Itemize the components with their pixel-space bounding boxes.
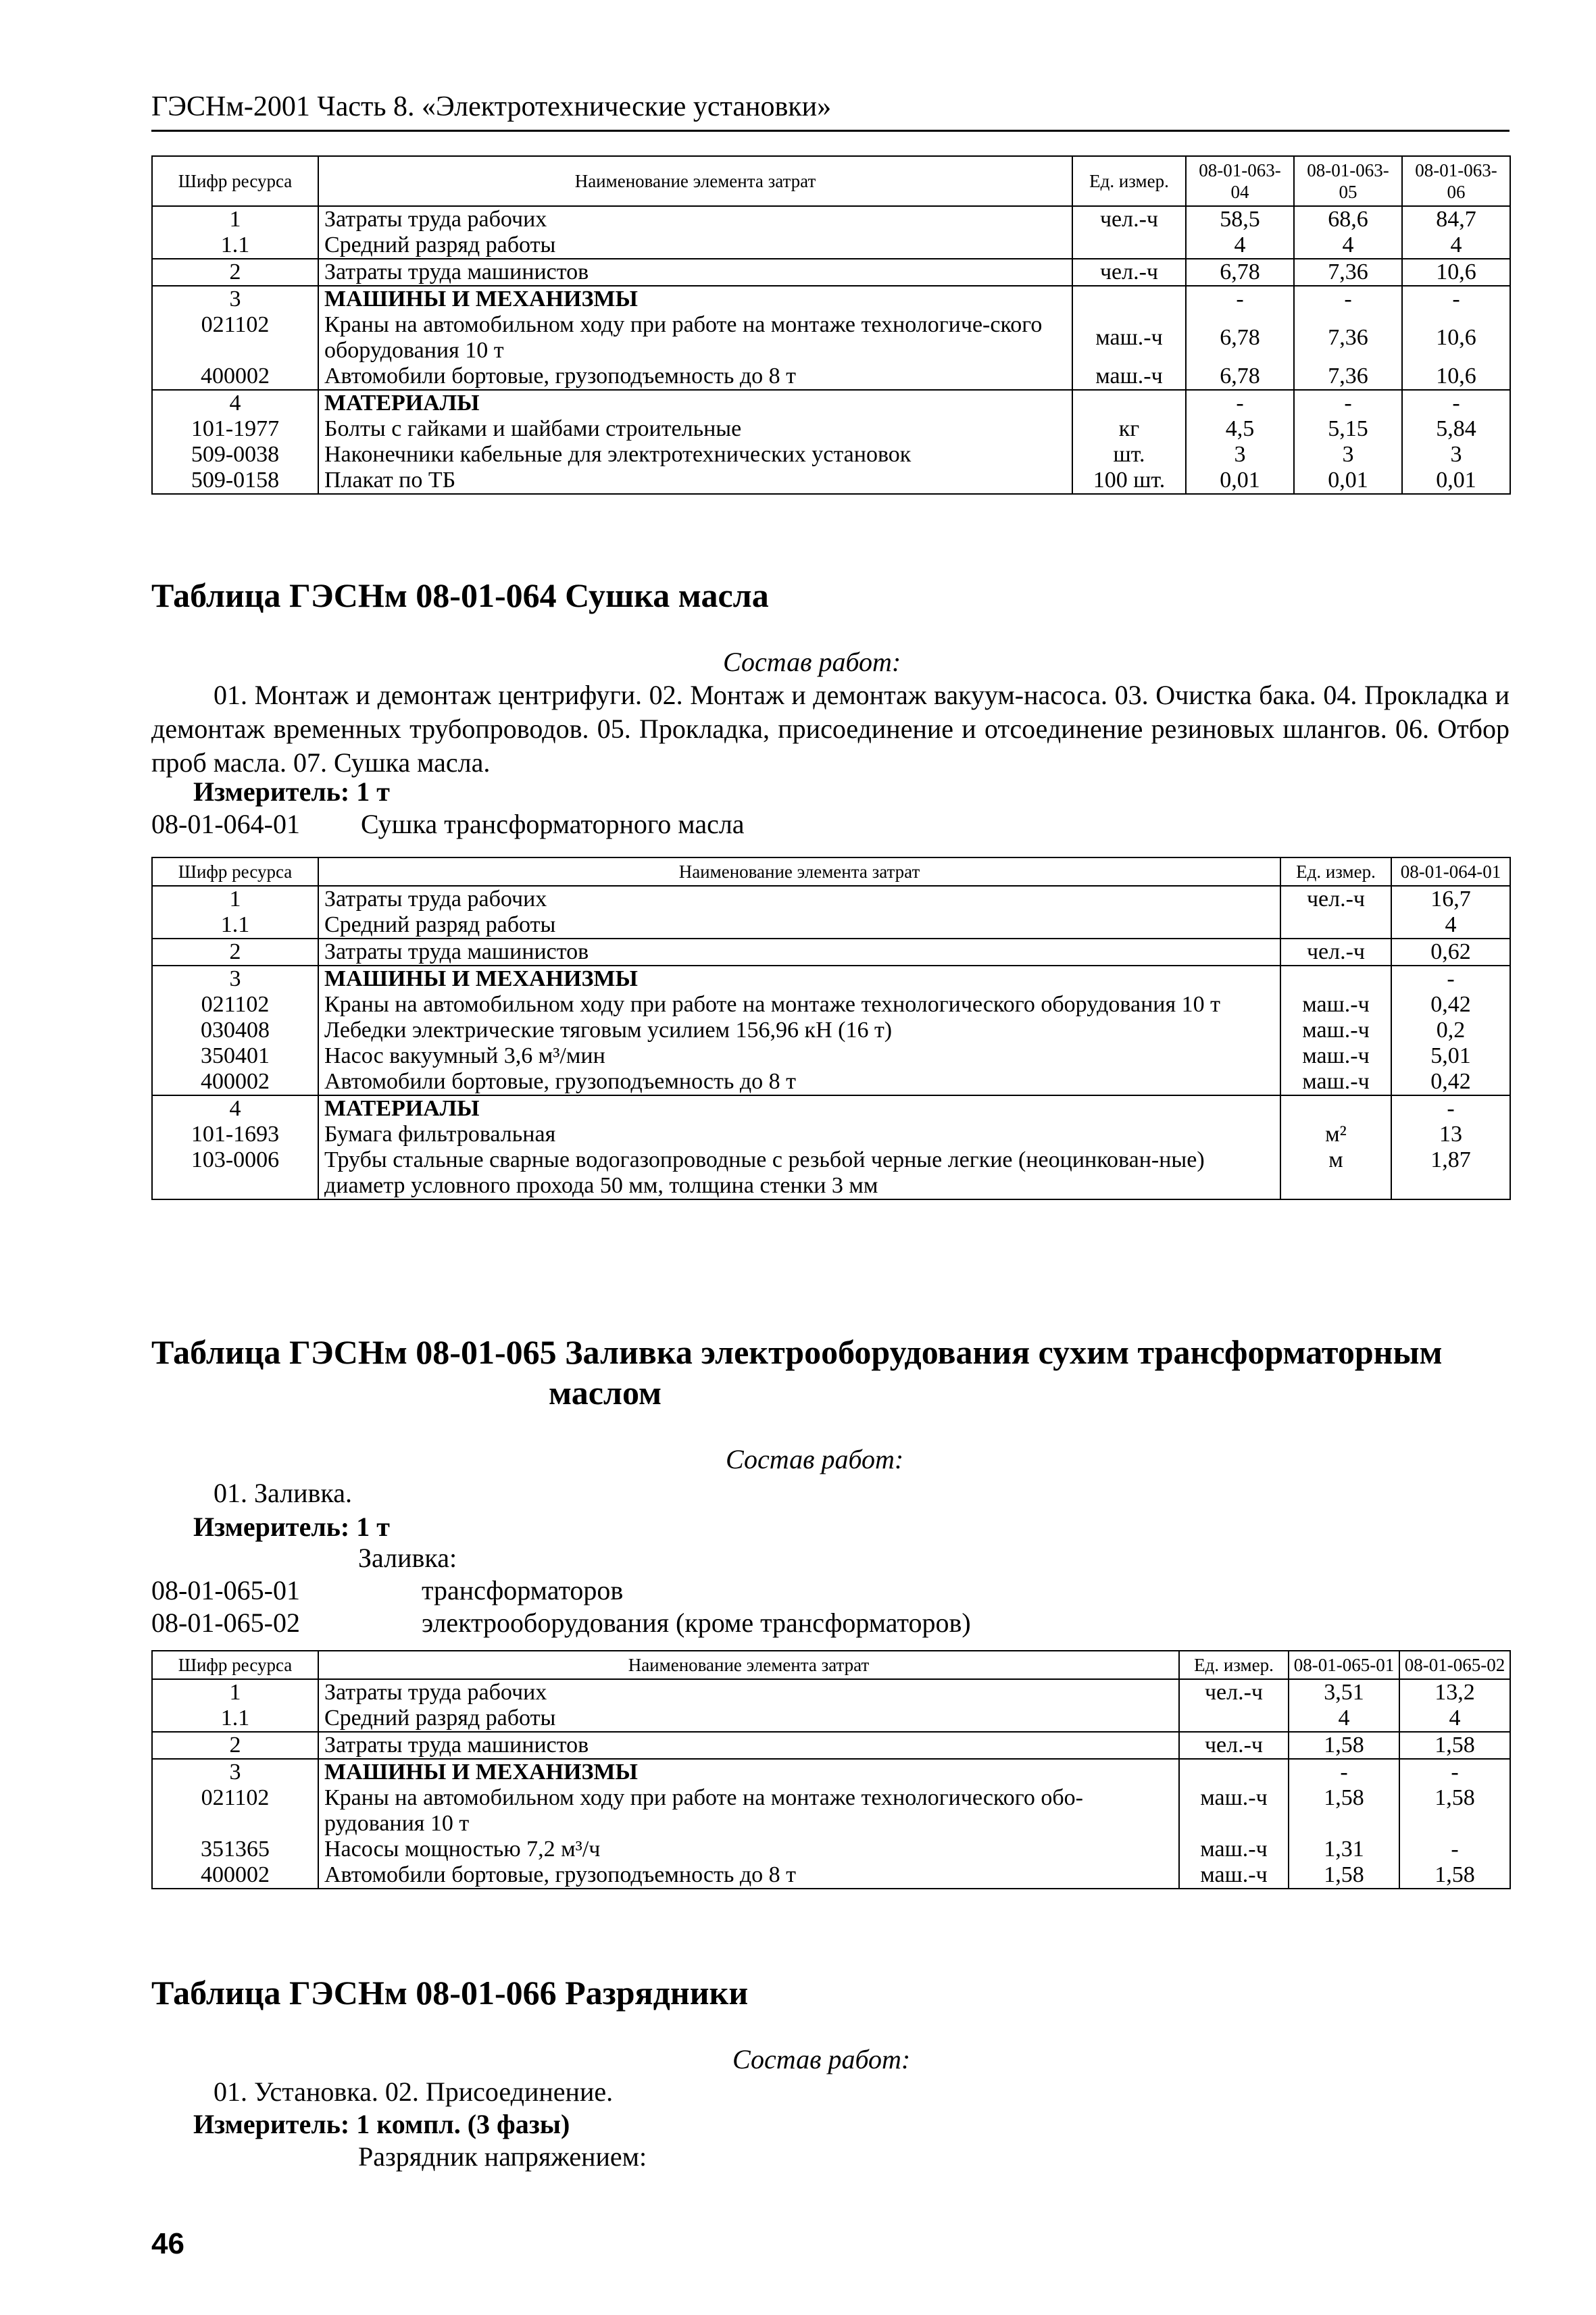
resource-unit [1179, 1706, 1289, 1732]
table-row [152, 886, 1510, 912]
resource-value: 58,5 [1186, 206, 1294, 232]
meter-value: 1 компл. (3 фазы) [356, 2109, 570, 2139]
item-code: 08-01-064-01 [151, 809, 300, 839]
composition-text: 01. Установка. 02. Присоединение. [214, 2076, 614, 2107]
resource-unit [1280, 966, 1391, 992]
resource-code: 1.1 [152, 912, 318, 939]
resource-unit: маш.-ч [1072, 364, 1186, 390]
resource-code: 021102 [152, 992, 318, 1018]
meter-label: Измеритель: [193, 1512, 350, 1542]
resource-value: 68,6 [1294, 206, 1402, 232]
resource-code: 351365 [152, 1837, 318, 1862]
table-row [152, 1122, 1510, 1147]
resource-code: 101-1977 [152, 416, 318, 442]
resource-group-name: МАТЕРИАЛЫ [318, 390, 1072, 416]
resource-unit [1280, 912, 1391, 939]
resource-unit: маш.-ч [1179, 1837, 1289, 1862]
header-col: 08-01-063-05 [1294, 156, 1402, 206]
resource-code: 101-1693 [152, 1122, 318, 1147]
resource-name: Болты с гайками и шайбами строительные [318, 416, 1072, 442]
resource-code: 4 [152, 390, 318, 416]
resource-name: Затраты труда машинистов [318, 1732, 1179, 1759]
resource-unit [1280, 1095, 1391, 1122]
resource-value: 1,58 [1289, 1732, 1399, 1759]
resource-value: 0,62 [1391, 939, 1510, 966]
resource-group-name: МАШИНЫ И МЕХАНИЗМЫ [318, 966, 1280, 992]
resource-code: 021102 [152, 312, 318, 364]
table-title-064: Таблица ГЭСНм 08-01-064 Сушка масла [151, 576, 769, 614]
table-row [152, 390, 1510, 416]
table-row [152, 364, 1510, 390]
table-row [152, 1785, 1510, 1837]
table-row [152, 1706, 1510, 1732]
resource-code: 1.1 [152, 1706, 318, 1732]
composition-label: Состав работ: [732, 2044, 911, 2074]
resource-code: 1 [152, 206, 318, 232]
resource-name: Трубы стальные сварные водогазопроводные с резьбой черные легкие (неоцинкован-ные) диаметр условного прохода 50 мм, толщина стенки 3 мм [318, 1147, 1280, 1199]
item-line [151, 808, 745, 840]
resource-value: - [1186, 286, 1294, 312]
composition-label: Состав работ: [726, 1444, 904, 1474]
header-col: 08-01-065-02 [1399, 1651, 1510, 1679]
resource-value: 0,2 [1391, 1018, 1510, 1043]
resource-code: 103-0006 [152, 1147, 318, 1199]
resource-unit: чел.-ч [1280, 939, 1391, 966]
resource-value: 0,01 [1402, 468, 1510, 494]
resource-code: 1 [152, 1679, 318, 1706]
resource-value: 0,42 [1391, 992, 1510, 1018]
resource-code: 2 [152, 259, 318, 286]
resource-value: 1,58 [1399, 1732, 1510, 1759]
resource-unit [1179, 1759, 1289, 1785]
table-row [152, 1837, 1510, 1862]
resource-code: 1.1 [152, 232, 318, 259]
header-name: Наименование элемента затрат [318, 857, 1280, 886]
header-col: 08-01-063-04 [1186, 156, 1294, 206]
resource-value: 1,87 [1391, 1147, 1510, 1199]
meter-value: 1 т [356, 776, 390, 807]
item-code: 08-01-065-02 [151, 1608, 300, 1638]
resource-value: 10,6 [1402, 364, 1510, 390]
resource-unit: м² [1280, 1122, 1391, 1147]
resource-unit: 100 шт. [1072, 468, 1186, 494]
resource-unit: шт. [1072, 442, 1186, 468]
resource-unit: маш.-ч [1280, 1043, 1391, 1069]
item-name: Сушка трансформаторного масла [361, 809, 745, 839]
table-row [152, 966, 1510, 992]
resource-name: Средний разряд работы [318, 912, 1280, 939]
meter-line [193, 1511, 390, 1543]
resource-unit: кг [1072, 416, 1186, 442]
resource-name: Краны на автомобильном ходу при работе на монтаже технологического оборудования 10 т [318, 992, 1280, 1018]
resource-table-065 [151, 1650, 1511, 1889]
resource-table-064 [151, 857, 1511, 1200]
resource-group-name: МАТЕРИАЛЫ [318, 1095, 1280, 1122]
resource-value: 0,01 [1294, 468, 1402, 494]
resource-name: Автомобили бортовые, грузоподъемность до 8 т [318, 1069, 1280, 1095]
table-title-065: Таблица ГЭСНм 08-01-065 Заливка электрооборудования сухим трансформаторным [151, 1333, 1443, 1371]
table-row [152, 1043, 1510, 1069]
table-row [152, 1732, 1510, 1759]
resource-code: 400002 [152, 364, 318, 390]
resource-value: 3 [1402, 442, 1510, 468]
resource-unit: чел.-ч [1072, 259, 1186, 286]
resource-value: 0,42 [1391, 1069, 1510, 1095]
resource-name: Насос вакуумный 3,6 м³/мин [318, 1043, 1280, 1069]
resource-unit: маш.-ч [1280, 1069, 1391, 1095]
resource-code: 400002 [152, 1069, 318, 1095]
resource-unit: маш.-ч [1280, 992, 1391, 1018]
resource-unit: чел.-ч [1072, 206, 1186, 232]
header-unit: Ед. измер. [1179, 1651, 1289, 1679]
resource-code: 400002 [152, 1862, 318, 1889]
table-row [152, 1679, 1510, 1706]
header-col: 08-01-065-01 [1289, 1651, 1399, 1679]
resource-value: - [1186, 390, 1294, 416]
resource-name: Плакат по ТБ [318, 468, 1072, 494]
resource-unit: чел.-ч [1179, 1732, 1289, 1759]
resource-value: 13,2 [1399, 1679, 1510, 1706]
resource-value: 6,78 [1186, 259, 1294, 286]
resource-value: - [1391, 966, 1510, 992]
resource-group-name: МАШИНЫ И МЕХАНИЗМЫ [318, 1759, 1179, 1785]
resource-name: Краны на автомобильном ходу при работе на монтаже технологического обо-рудования 10 т [318, 1785, 1179, 1837]
resource-value: 3 [1294, 442, 1402, 468]
resource-value: 10,6 [1402, 312, 1510, 364]
resource-value: 4 [1294, 232, 1402, 259]
resource-name: Средний разряд работы [318, 232, 1072, 259]
resource-unit [1072, 286, 1186, 312]
resource-value: 3,51 [1289, 1679, 1399, 1706]
resource-table-063 [151, 155, 1511, 495]
resource-name: Насосы мощностью 7,2 м³/ч [318, 1837, 1179, 1862]
resource-value: 3 [1186, 442, 1294, 468]
table-title-066: Таблица ГЭСНм 08-01-066 Разрядники [151, 1974, 749, 2012]
resource-value: - [1399, 1759, 1510, 1785]
resource-name: Затраты труда машинистов [318, 259, 1072, 286]
resource-name: Затраты труда рабочих [318, 206, 1072, 232]
resource-value: 5,15 [1294, 416, 1402, 442]
header-code: Шифр ресурса [152, 156, 318, 206]
resource-unit [1072, 232, 1186, 259]
running-header: ГЭСНм-2001 Часть 8. «Электротехнические установки» [151, 91, 1510, 132]
resource-value: 10,6 [1402, 259, 1510, 286]
meter-line [193, 2108, 570, 2140]
table-row [152, 416, 1510, 442]
resource-name: Лебедки электрические тяговым усилием 156,96 кН (16 т) [318, 1018, 1280, 1043]
resource-value: 4 [1399, 1706, 1510, 1732]
resource-name: Краны на автомобильном ходу при работе на монтаже технологиче-ского оборудования 10 т [318, 312, 1072, 364]
resource-name: Затраты труда рабочих [318, 886, 1280, 912]
resource-value: 1,31 [1289, 1837, 1399, 1862]
resource-value: - [1402, 286, 1510, 312]
table-row [152, 912, 1510, 939]
resource-code: 3 [152, 1759, 318, 1785]
resource-value: 5,84 [1402, 416, 1510, 442]
resource-value: 84,7 [1402, 206, 1510, 232]
table-row [152, 1069, 1510, 1095]
meter-label: Измеритель: [193, 776, 350, 807]
table-title-065-line2: маслом [549, 1374, 662, 1412]
table-row [152, 939, 1510, 966]
table-row [152, 286, 1510, 312]
resource-code: 3 [152, 966, 318, 992]
resource-value: 7,36 [1294, 364, 1402, 390]
resource-value: 4 [1289, 1706, 1399, 1732]
resource-unit [1072, 390, 1186, 416]
resource-value: 4 [1391, 912, 1510, 939]
resource-value: 5,01 [1391, 1043, 1510, 1069]
resource-code: 509-0038 [152, 442, 318, 468]
resource-code: 350401 [152, 1043, 318, 1069]
table-row [152, 1147, 1510, 1199]
resource-value: - [1402, 390, 1510, 416]
header-col: 08-01-063-06 [1402, 156, 1510, 206]
resource-name: Средний разряд работы [318, 1706, 1179, 1732]
group-label: Заливка: [358, 1543, 457, 1573]
page-number: 46 [151, 2227, 184, 2260]
resource-value: - [1399, 1837, 1510, 1862]
resource-name: Затраты труда машинистов [318, 939, 1280, 966]
item-line [151, 1607, 971, 1639]
resource-unit: маш.-ч [1179, 1785, 1289, 1837]
table-row [152, 992, 1510, 1018]
resource-value: 1,58 [1399, 1785, 1510, 1837]
table-row [152, 259, 1510, 286]
resource-value: 1,58 [1289, 1785, 1399, 1837]
resource-name: Наконечники кабельные для электротехнических установок [318, 442, 1072, 468]
table-row [152, 232, 1510, 259]
resource-code: 2 [152, 939, 318, 966]
resource-value: 4 [1186, 232, 1294, 259]
meter-label: Измеритель: [193, 2109, 350, 2139]
resource-value: 1,58 [1399, 1862, 1510, 1889]
resource-value: - [1294, 286, 1402, 312]
table-header-row [152, 156, 1510, 206]
item-line [151, 1574, 623, 1606]
resource-value: 13 [1391, 1122, 1510, 1147]
table-row [152, 1095, 1510, 1122]
table-row [152, 1862, 1510, 1889]
table-header-row [152, 1651, 1510, 1679]
composition-text: 01. Монтаж и демонтаж центрифуги. 02. Монтаж и демонтаж вакуум-насоса. 03. Очистка бака. 04. Прокладка и демонтаж временных трубопроводов. 05. Прокладка, присоединение и отсоединение резиновых шлангов. 06. Отбор проб масла. 07. Сушка масла. [151, 680, 1510, 778]
table-row [152, 1759, 1510, 1785]
item-name: электрооборудования (кроме трансформаторов) [422, 1608, 971, 1638]
item-code: 08-01-065-01 [151, 1575, 300, 1605]
header-code: Шифр ресурса [152, 1651, 318, 1679]
resource-code: 4 [152, 1095, 318, 1122]
group-label: Разрядник напряжением: [358, 2141, 647, 2172]
resource-code: 021102 [152, 1785, 318, 1837]
resource-code: 509-0158 [152, 468, 318, 494]
table-row [152, 442, 1510, 468]
header-col: 08-01-064-01 [1391, 857, 1510, 886]
resource-name: Затраты труда рабочих [318, 1679, 1179, 1706]
resource-name: Автомобили бортовые, грузоподъемность до 8 т [318, 364, 1072, 390]
header-unit: Ед. измер. [1072, 156, 1186, 206]
header-name: Наименование элемента затрат [318, 156, 1072, 206]
table-row [152, 468, 1510, 494]
resource-value: - [1391, 1095, 1510, 1122]
resource-value: 7,36 [1294, 312, 1402, 364]
resource-value: 6,78 [1186, 364, 1294, 390]
table-row [152, 206, 1510, 232]
resource-group-name: МАШИНЫ И МЕХАНИЗМЫ [318, 286, 1072, 312]
resource-unit: м [1280, 1147, 1391, 1199]
resource-value: 4 [1402, 232, 1510, 259]
meter-value: 1 т [356, 1512, 390, 1542]
resource-name: Автомобили бортовые, грузоподъемность до 8 т [318, 1862, 1179, 1889]
resource-unit: маш.-ч [1179, 1862, 1289, 1889]
composition-text: 01. Заливка. [214, 1478, 352, 1508]
resource-value: - [1289, 1759, 1399, 1785]
resource-value: 6,78 [1186, 312, 1294, 364]
resource-value: - [1294, 390, 1402, 416]
composition-label: Состав работ: [723, 647, 901, 677]
meter-line [193, 776, 390, 807]
resource-unit: чел.-ч [1280, 886, 1391, 912]
resource-code: 3 [152, 286, 318, 312]
resource-value: 7,36 [1294, 259, 1402, 286]
resource-value: 0,01 [1186, 468, 1294, 494]
resource-value: 16,7 [1391, 886, 1510, 912]
table-header-row [152, 857, 1510, 886]
header-name: Наименование элемента затрат [318, 1651, 1179, 1679]
resource-value: 4,5 [1186, 416, 1294, 442]
table-row [152, 1018, 1510, 1043]
resource-name: Бумага фильтровальная [318, 1122, 1280, 1147]
header-code: Шифр ресурса [152, 857, 318, 886]
table-row [152, 312, 1510, 364]
resource-unit: маш.-ч [1072, 312, 1186, 364]
item-name: трансформаторов [422, 1575, 624, 1605]
resource-code: 2 [152, 1732, 318, 1759]
resource-code: 030408 [152, 1018, 318, 1043]
resource-unit: маш.-ч [1280, 1018, 1391, 1043]
header-unit: Ед. измер. [1280, 857, 1391, 886]
resource-code: 1 [152, 886, 318, 912]
resource-unit: чел.-ч [1179, 1679, 1289, 1706]
resource-value: 1,58 [1289, 1862, 1399, 1889]
